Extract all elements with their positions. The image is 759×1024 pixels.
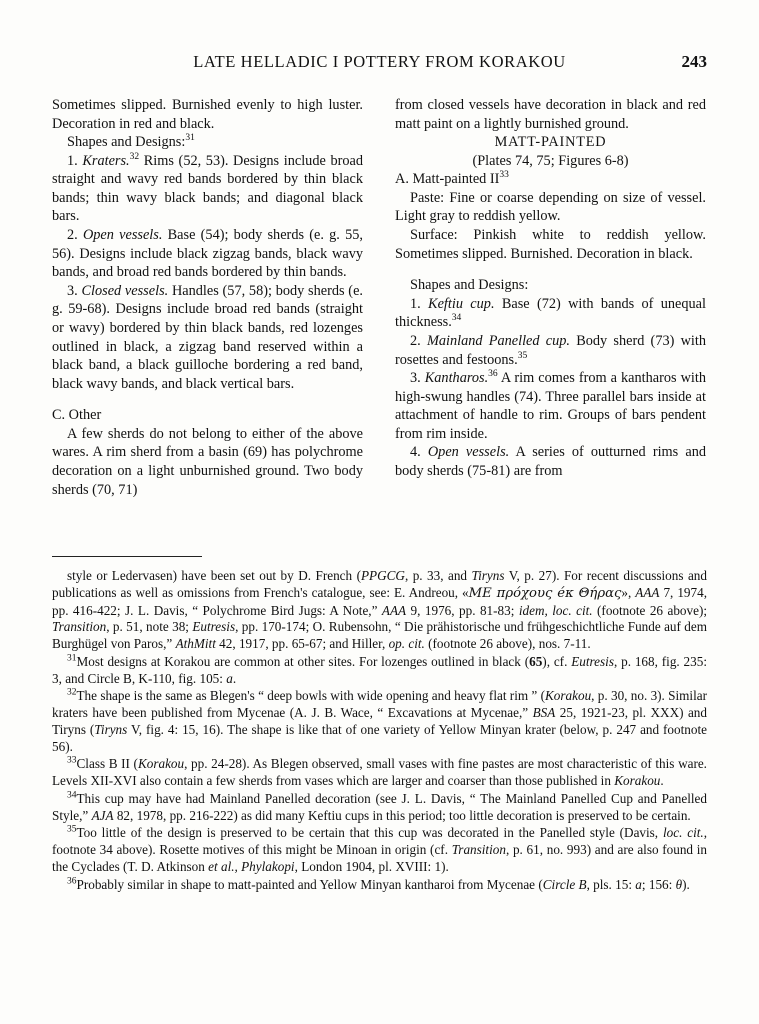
list-item-kraters [52, 152, 363, 226]
item-number: 1. [67, 152, 83, 169]
item-title: Keftiu cup. [428, 295, 495, 312]
item-number: 4. [410, 444, 428, 461]
list-item-kantharos [395, 369, 706, 443]
list-item-open-vessels [395, 443, 706, 480]
list-item-keftiu-cup [395, 295, 706, 332]
two-column-body [52, 96, 707, 499]
footnote-separator-rule [52, 556, 202, 557]
item-text: A rim comes from a kantharos with high-swung handles (74). Three parallel bars inside at attachment of handle to rim. Groups of bars pendent from rim inside. [395, 370, 706, 442]
subsection-a-label: A. Matt-painted II [395, 171, 500, 188]
footnote-marker: 32 [67, 687, 77, 698]
footnote-fn-35: $^{35}$Too little of the design is preserved to be certain that this cup was decorated in the Panelled style (Davis, loc. cit., footnote 34 above). Rosette motives of this might be Minoan in origin (cf. Transition, p. 61, no. 993) and are also found in the Cyclades (T. D. Atkinson et al., Phylakopi, London 1904, pl. XVIII: 1). [52, 825, 708, 875]
subsection-c-paragraph: A few sherds do not belong to either of the above wares. A rim sherd from a basin (69) has polychrome decoration on a light unburnished ground. Two body sherds (70, 71) [52, 425, 363, 498]
footnote-fn-34: $^{34}$This cup may have had Mainland Panelled decoration (see J. L. Davis, “ The Mainland Panelled Cup and Panelled Style,” AJA 82, 1978, pp. 216-222) as did many Keftiu cups in this period; too little decoration is preserved to be certain. [52, 790, 707, 823]
item-text: Base (72) with bands of unequal thickness. [395, 295, 706, 331]
shapes-designs-lead [52, 133, 363, 152]
paragraph-continuation: Sometimes slipped. Burnished evenly to high luster. Decoration in red and black. [52, 97, 363, 132]
item-title: Kantharos. [424, 370, 489, 387]
list-item-closed-vessels [52, 282, 363, 393]
footnote-ref-33: 33 [499, 170, 509, 181]
footnote-marker: 31 [67, 653, 77, 664]
right-column [395, 96, 706, 499]
footnote-ref-32: 32 [129, 151, 140, 162]
item-title: Mainland Panelled cup. [426, 332, 570, 349]
spacer [52, 393, 363, 406]
spacer [395, 263, 706, 276]
running-title: LATE HELLADIC I POTTERY FROM KORAKOU [193, 52, 566, 71]
section-heading-matt-painted: MATT-PAINTED [494, 134, 607, 151]
plates-figures-line: (Plates 74, 75; Figures 6-8) [472, 152, 629, 169]
paragraph-continuation: from closed vessels have decoration in black and red matt paint on a lightly burnished ground. [395, 97, 706, 132]
item-title: Kraters. [82, 152, 130, 169]
paste-paragraph: Paste: Fine or coarse depending on size of vessel. Light gray to reddish yellow. [395, 189, 706, 225]
left-column [52, 96, 363, 499]
page-number: 243 [681, 52, 707, 71]
item-text: Rims (52, 53). Designs include broad straight and wavy red bands bordered by thin black bands; thin wavy black bands; and diagonal black bars. [52, 152, 363, 225]
item-text: Handles (57, 58); body sherds (e. g. 59-68). Designs include broad red bands (straight or wavy) bordered by thin black bands, red lozenges outlined in black, a zigzag band reserved within a black band, a black guilloche bordering a red band, black wavy bands, and black vertical bars. [52, 282, 363, 392]
shapes-designs-lead: Shapes and Designs: [410, 277, 529, 294]
footnote-fn-36: $^{36}$Probably similar in shape to matt-painted and Yellow Minyan kantharoi from Mycenae (Circle B, pls. 15: a; 156: θ). [67, 876, 690, 892]
footnote-fn-33: $^{33}$Class B II (Korakou, pp. 24-28). As Blegen observed, small vases with fine pastes are most characteristic of this ware. Levels XII-XVI also contain a few sherds from vases which are larger and coarser than those published in Korakou. [52, 756, 707, 789]
surface-paragraph: Surface: Pinkish white to reddish yellow. Sometimes slipped. Burnished. Decoration in black. [395, 227, 706, 262]
footnote-fn-cont: style or Ledervasen) have been set out by D. French (PPGCG, p. 33, and Tiryns V, p. 27). For recent discussions and publications as well as omissions from French's catalogue, see: E. Andreou, «ME πρóχους éκ Θήρας», AAA 7, 1974, pp. 416-422; J. L. Davis, “ Polychrome Bird Jugs: A Note,” AAA 9, 1976, pp. 81-83; idem, loc. cit. (footnote 26 above); Transition, p. 51, note 38; Eutresis, pp. 170-174; O. Rubensohn, “ Die prähistorische und frühgeschichtliche Funde auf dem Burghügel von Paros,” AthMitt 42, 1917, pp. 65-67; and Hiller, op. cit. (footnote 26 above), nos. 7-11. [52, 568, 708, 652]
page-content [52, 52, 707, 499]
footnote-ref-31: 31 [185, 133, 195, 144]
footnote-marker: 36 [67, 876, 77, 887]
footnote-ref-35: 35 [517, 350, 528, 361]
footnote-fn-32: $^{32}$The shape is the same as Blegen's “ deep bowls with wide opening and heavy flat rim ” (Korakou, p. 30, no. 3). Similar kraters have been published from Mycenae (A. J. B. Wace, “ Excavations at Mycenae,” BSA 25, 1921-23, pl. XXX) and Tiryns (Tiryns V, fig. 4: 15, 16). The shape is like that of one variety of Yellow Minyan krater (below, p. 247 and footnote 56). [52, 687, 707, 754]
item-text: Base (54); body sherds (e. g. 55, 56). Designs include black zigzag bands, black wavy bands, and broad red bands bordered by thin bands. [52, 227, 363, 281]
list-item-open-vessels [52, 226, 363, 282]
item-number: 2. [410, 332, 427, 349]
item-title: Closed vessels. [81, 282, 169, 299]
subsection-a-heading [395, 170, 706, 189]
footnote-marker: 33 [67, 756, 77, 767]
footnote-fn-31: $^{31}$Most designs at Korakou are common at other sites. For lozenges outlined in black (65), cf. Eutresis, p. 168, fig. 235: 3, and Circle B, K-110, fig. 105: a. [52, 653, 707, 686]
running-header [52, 52, 707, 82]
item-text: A series of outturned rims and body sherds (75-81) are from [395, 444, 706, 479]
footnote-marker: 35 [67, 825, 77, 836]
item-title: Open vessels. [427, 444, 510, 461]
footnote-ref-36: 36 [488, 369, 498, 380]
list-item-mainland-panelled-cup [395, 332, 706, 369]
footnotes-block [52, 568, 707, 895]
shapes-designs-label: Shapes and Designs: [67, 134, 186, 151]
subsection-c-heading: C. Other [52, 407, 102, 424]
item-text: Body sherd (73) with rosettes and festoons. [395, 332, 707, 368]
footnote-ref-34: 34 [451, 313, 462, 324]
item-number: 3. [410, 370, 425, 387]
item-number: 2. [67, 227, 83, 244]
item-number: 1. [410, 295, 429, 312]
item-number: 3. [67, 282, 82, 299]
item-title: Open vessels. [82, 227, 163, 244]
footnote-marker: 34 [67, 790, 77, 801]
